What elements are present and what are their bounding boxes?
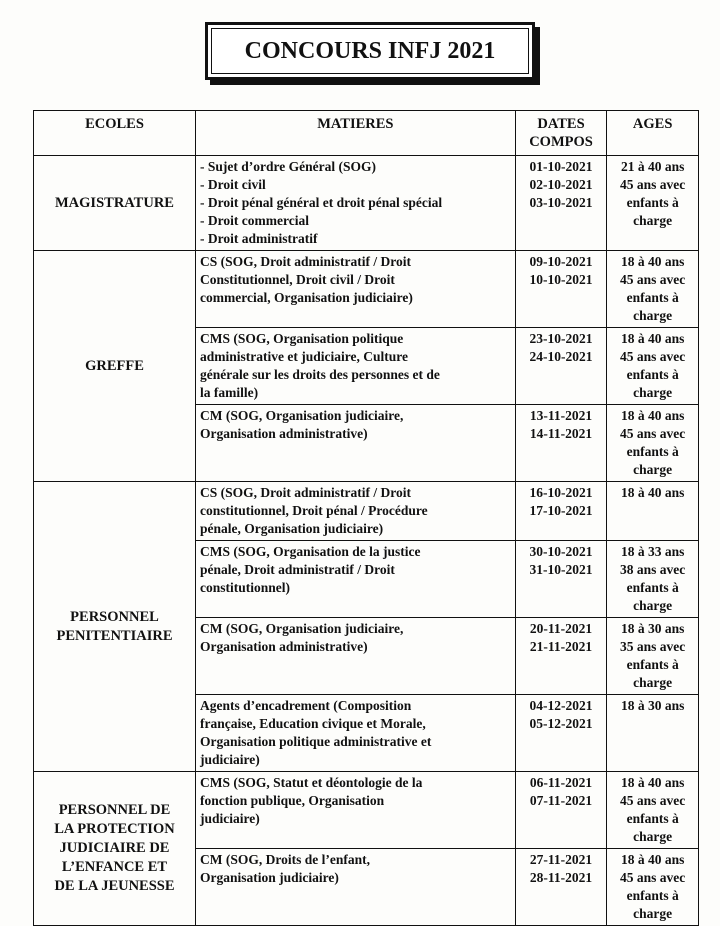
- header-dates-line: DATES: [537, 116, 585, 132]
- age-line: 45 ans avec: [620, 793, 686, 808]
- matieres-cell: [195, 618, 515, 695]
- header-row: [34, 111, 699, 156]
- date-line: 09-10-2021: [529, 254, 593, 269]
- table-row: [34, 772, 699, 849]
- age-line: charge: [633, 462, 673, 477]
- age-line: enfants à: [626, 444, 679, 459]
- matieres-cell: [195, 849, 515, 926]
- matieres-cell: [195, 541, 515, 618]
- age-line: 45 ans avec: [620, 870, 686, 885]
- dates-cell: [515, 695, 607, 772]
- matiere-line: CMS (SOG, Statut et déontologie de la: [199, 775, 423, 790]
- age-line: 35 ans avec: [620, 639, 686, 654]
- date-line: 05-12-2021: [529, 716, 593, 731]
- matiere-line: Organisation judiciaire): [199, 870, 339, 885]
- concours-table: [33, 110, 699, 926]
- matieres-cell: [195, 482, 515, 541]
- age-line: 18 à 30 ans: [620, 621, 685, 636]
- age-line: 18 à 33 ans: [620, 544, 685, 559]
- ecole-line: L’ENFANCE ET: [61, 859, 168, 875]
- age-line: 45 ans avec: [620, 272, 686, 287]
- matieres-cell: [195, 251, 515, 328]
- matiere-line: CS (SOG, Droit administratif / Droit: [199, 485, 411, 500]
- matiere-line: - Droit pénal général et droit pénal spécial: [199, 195, 443, 210]
- matiere-line: la famille): [199, 385, 259, 400]
- ages-cell: [607, 541, 699, 618]
- matiere-line: constitutionnel): [199, 580, 290, 595]
- age-line: 18 à 30 ans: [620, 698, 685, 713]
- matieres-cell: [195, 328, 515, 405]
- ages-cell: [607, 328, 699, 405]
- ecole-line: LA PROTECTION: [54, 821, 175, 837]
- matiere-line: Organisation administrative): [199, 639, 368, 654]
- ages-cell: [607, 618, 699, 695]
- age-line: 21 à 40 ans: [620, 159, 685, 174]
- age-line: 38 ans avec: [620, 562, 686, 577]
- age-line: 45 ans avec: [620, 177, 686, 192]
- ages-cell: [607, 405, 699, 482]
- ages-cell: [607, 849, 699, 926]
- age-line: 18 à 40 ans: [620, 254, 685, 269]
- ecole-cell: [34, 772, 196, 926]
- table-row: [34, 482, 699, 541]
- matieres-cell: [195, 405, 515, 482]
- matiere-line: générale sur les droits des personnes et de: [199, 367, 440, 382]
- ages-cell: [607, 251, 699, 328]
- matiere-line: - Droit commercial: [199, 213, 309, 228]
- age-line: enfants à: [626, 290, 679, 305]
- age-line: charge: [633, 675, 673, 690]
- dates-cell: [515, 251, 607, 328]
- age-line: enfants à: [626, 580, 679, 595]
- matiere-line: française, Education civique et Morale,: [199, 716, 426, 731]
- ages-cell: [607, 156, 699, 251]
- age-line: 18 à 40 ans: [620, 408, 685, 423]
- matieres-cell: [195, 695, 515, 772]
- ages-cell: [607, 772, 699, 849]
- header-ecoles: ECOLES: [34, 111, 196, 156]
- matiere-line: CM (SOG, Droits de l’enfant,: [199, 852, 370, 867]
- date-line: 16-10-2021: [529, 485, 593, 500]
- ecole-cell: GREFFE: [34, 251, 196, 482]
- age-line: 18 à 40 ans: [620, 775, 685, 790]
- ecole-cell: MAGISTRATURE: [34, 156, 196, 251]
- dates-cell: [515, 482, 607, 541]
- date-line: 21-11-2021: [529, 639, 593, 654]
- date-line: 02-10-2021: [529, 177, 593, 192]
- age-line: charge: [633, 906, 673, 921]
- matiere-line: Agents d’encadrement (Composition: [199, 698, 412, 713]
- date-line: 03-10-2021: [529, 195, 593, 210]
- table-row: [34, 156, 699, 251]
- date-line: 14-11-2021: [529, 426, 593, 441]
- age-line: 18 à 40 ans: [620, 852, 685, 867]
- dates-cell: [515, 156, 607, 251]
- header-matieres: MATIERES: [195, 111, 515, 156]
- age-line: enfants à: [626, 195, 679, 210]
- age-line: 45 ans avec: [620, 426, 686, 441]
- date-line: 10-10-2021: [529, 272, 593, 287]
- matiere-line: pénale, Organisation judiciaire): [199, 521, 384, 536]
- matiere-line: judiciaire): [199, 752, 260, 767]
- date-line: 31-10-2021: [529, 562, 593, 577]
- date-line: 01-10-2021: [529, 159, 593, 174]
- dates-cell: [515, 849, 607, 926]
- date-line: 20-11-2021: [529, 621, 593, 636]
- date-line: 06-11-2021: [529, 775, 593, 790]
- ecole-line: JUDICIAIRE DE: [59, 840, 170, 856]
- page-title: CONCOURS INFJ 2021: [244, 37, 496, 64]
- header-dates: [515, 111, 607, 156]
- matiere-line: Constitutionnel, Droit civil / Droit: [199, 272, 395, 287]
- age-line: 18 à 40 ans: [620, 485, 685, 500]
- date-line: 28-11-2021: [529, 870, 593, 885]
- matiere-line: Organisation politique administrative et: [199, 734, 432, 749]
- ages-cell: [607, 482, 699, 541]
- header-ages: AGES: [607, 111, 699, 156]
- ecole-line: PERSONNEL: [70, 608, 159, 625]
- matieres-cell: [195, 772, 515, 849]
- matiere-line: CMS (SOG, Organisation politique: [199, 331, 404, 346]
- matiere-line: pénale, Droit administratif / Droit: [199, 562, 395, 577]
- ecole-line: PERSONNEL DE: [58, 802, 171, 818]
- date-line: 04-12-2021: [529, 698, 593, 713]
- matiere-line: CM (SOG, Organisation judiciaire,: [199, 408, 404, 423]
- age-line: enfants à: [626, 367, 679, 382]
- matiere-line: - Sujet d’ordre Général (SOG): [199, 159, 376, 174]
- dates-cell: [515, 541, 607, 618]
- age-line: enfants à: [626, 888, 679, 903]
- matiere-line: CMS (SOG, Organisation de la justice: [199, 544, 421, 559]
- table-row: [34, 251, 699, 328]
- ecole-line: DE LA JEUNESSE: [54, 878, 175, 894]
- dates-cell: [515, 405, 607, 482]
- date-line: 23-10-2021: [529, 331, 593, 346]
- matiere-line: judiciaire): [199, 811, 260, 826]
- age-line: 45 ans avec: [620, 349, 686, 364]
- age-line: charge: [633, 308, 673, 323]
- matiere-line: administrative et judiciaire, Culture: [199, 349, 408, 364]
- age-line: charge: [633, 829, 673, 844]
- matiere-line: CM (SOG, Organisation judiciaire,: [199, 621, 404, 636]
- age-line: charge: [633, 598, 673, 613]
- date-line: 27-11-2021: [529, 852, 593, 867]
- matiere-line: Organisation administrative): [199, 426, 368, 441]
- title-box: [205, 22, 535, 80]
- matiere-line: commercial, Organisation judiciaire): [199, 290, 413, 305]
- age-line: 18 à 40 ans: [620, 331, 685, 346]
- date-line: 17-10-2021: [529, 503, 593, 518]
- matiere-line: - Droit administratif: [199, 231, 318, 246]
- matiere-line: constitutionnel, Droit pénal / Procédure: [199, 503, 428, 518]
- matiere-line: fonction publique, Organisation: [199, 793, 385, 808]
- header-dates-line: COMPOS: [529, 134, 593, 150]
- date-line: 24-10-2021: [529, 349, 593, 364]
- matiere-line: CS (SOG, Droit administratif / Droit: [199, 254, 411, 269]
- age-line: charge: [633, 213, 673, 228]
- matieres-cell: [195, 156, 515, 251]
- age-line: enfants à: [626, 811, 679, 826]
- date-line: 30-10-2021: [529, 544, 593, 559]
- age-line: charge: [633, 385, 673, 400]
- date-line: 07-11-2021: [529, 793, 593, 808]
- ecole-line: PENITENTIAIRE: [56, 627, 173, 644]
- dates-cell: [515, 328, 607, 405]
- dates-cell: [515, 618, 607, 695]
- date-line: 13-11-2021: [529, 408, 593, 423]
- matiere-line: - Droit civil: [199, 177, 266, 192]
- dates-cell: [515, 772, 607, 849]
- age-line: enfants à: [626, 657, 679, 672]
- ages-cell: [607, 695, 699, 772]
- ecole-cell: [34, 482, 196, 772]
